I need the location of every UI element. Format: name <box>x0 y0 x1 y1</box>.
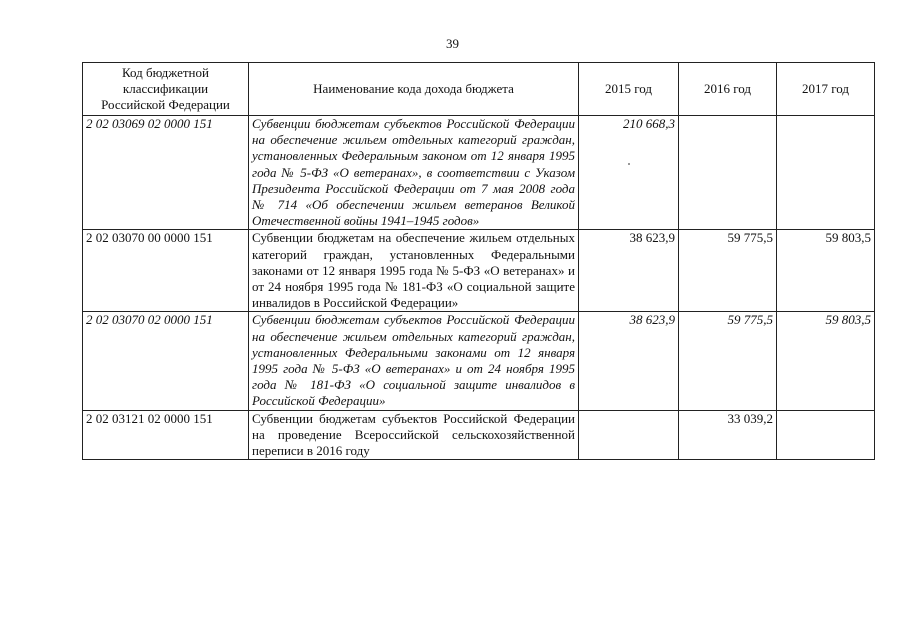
row-value-2016: 59 775,5 <box>679 230 777 312</box>
row-code: 2 02 03121 02 0000 151 <box>83 410 249 460</box>
row-code: 2 02 03069 02 0000 151 <box>83 116 249 230</box>
row-value-2015: 38 623,9 <box>579 312 679 410</box>
table-header-row <box>83 63 875 116</box>
row-value-2015: 210 668,3 <box>579 116 679 230</box>
table-row <box>83 230 875 312</box>
header-year-2017: 2017 год <box>777 63 875 116</box>
table-row <box>83 116 875 230</box>
row-name: Субвенции бюджетам на обеспечение жильем отдельных категорий граждан, установленных Федеральными законами от 12 января 1995 года № 5-ФЗ «О ветеранах» и от 24 ноября 1995 года № 181-ФЗ «О социальной защите инвалидов в Российской Федерации» <box>249 230 579 312</box>
page-number: 39 <box>446 36 459 51</box>
header-year-2016: 2016 год <box>679 63 777 116</box>
budget-revenue-table <box>82 62 875 460</box>
row-value-2017: 59 803,5 <box>777 230 875 312</box>
row-value-2017 <box>777 410 875 460</box>
header-budget-code <box>83 63 249 116</box>
row-name: Субвенции бюджетам субъектов Российской Федерации на проведение Всероссийской сельскохозяйственной переписи в 2016 году <box>249 410 579 460</box>
row-code: 2 02 03070 02 0000 151 <box>83 312 249 410</box>
table-row <box>83 410 875 460</box>
row-code: 2 02 03070 00 0000 151 <box>83 230 249 312</box>
row-name: Субвенции бюджетам субъектов Российской Федерации на обеспечение жильем отдельных категорий граждан, установленных Федеральным законом от 12 января 1995 года № 5-ФЗ «О ветеранах», в соответствии с Указом Президента Российской Федерации от 7 мая 2008 года № 714 «Об обеспечении жильем ветеранов Великой Отечественной войны 1941–1945 годов» <box>249 116 579 230</box>
row-value-2016: 59 775,5 <box>679 312 777 410</box>
scan-speck <box>628 163 630 165</box>
row-value-2017 <box>777 116 875 230</box>
row-value-2017: 59 803,5 <box>777 312 875 410</box>
row-value-2016 <box>679 116 777 230</box>
row-value-2015: 38 623,9 <box>579 230 679 312</box>
header-revenue-name: Наименование кода дохода бюджета <box>249 63 579 116</box>
header-code-line: классификации <box>122 81 209 96</box>
header-year-2015: 2015 год <box>579 63 679 116</box>
row-name: Субвенции бюджетам субъектов Российской Федерации на обеспечение жильем отдельных категорий граждан, установленных Федеральными законами от 12 января 1995 года № 5-ФЗ «О ветеранах» и от 24 ноября 1995 года № 181-ФЗ «О социальной защите инвалидов в Российской Федерации» <box>249 312 579 410</box>
row-value-2016: 33 039,2 <box>679 410 777 460</box>
header-code-line: Российской Федерации <box>101 97 230 112</box>
table-row <box>83 312 875 410</box>
header-code-line: Код бюджетной <box>122 65 209 80</box>
row-value-2015 <box>579 410 679 460</box>
